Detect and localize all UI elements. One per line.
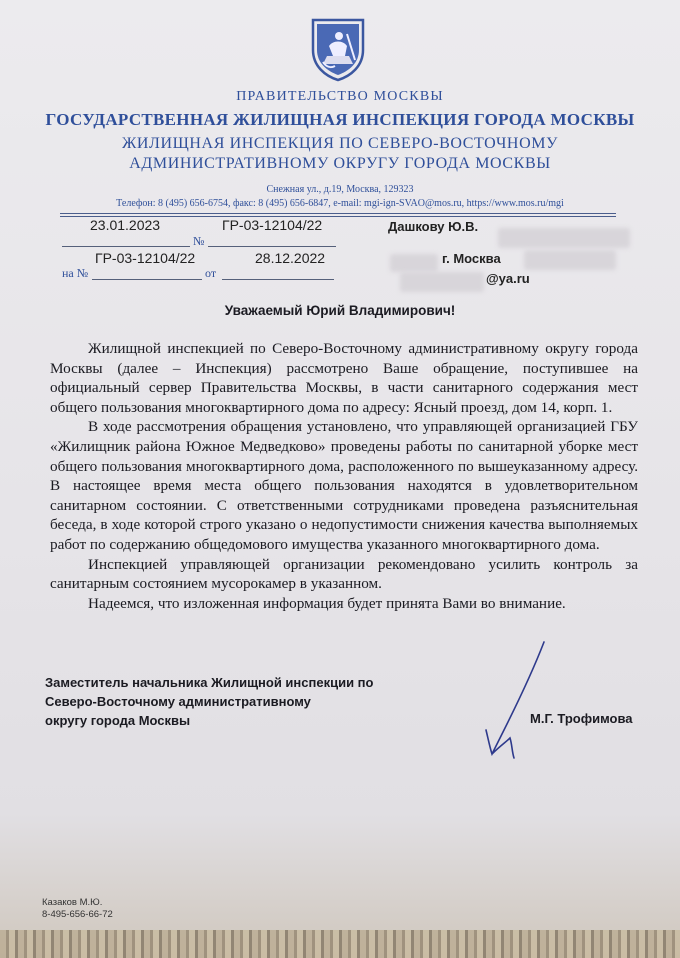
government-name: ПРАВИТЕЛЬСТВО МОСКВЫ bbox=[236, 89, 444, 104]
header-divider bbox=[60, 213, 616, 214]
executor-phone: 8-495-656-66-72 bbox=[42, 909, 113, 920]
letter-body bbox=[50, 339, 638, 613]
reference-number: ГР-03-12104/22 bbox=[95, 250, 196, 266]
signer-name: М.Г. Трофимова bbox=[530, 711, 633, 726]
letter-paragraph: Надеемся, что изложенная информация будет принята Вами во внимание. bbox=[88, 594, 566, 612]
on-number-label: на № bbox=[62, 266, 89, 280]
addressee-email: @ya.ru bbox=[486, 271, 530, 286]
ref-number-underline bbox=[92, 279, 202, 280]
date-underline bbox=[62, 246, 190, 247]
department-name-line1: ЖИЛИЩНАЯ ИНСПЕКЦИЯ ПО СЕВЕРО-ВОСТОЧНОМУ bbox=[121, 135, 559, 152]
addressee-city: г. Москва bbox=[442, 251, 501, 266]
greeting: Уважаемый Юрий Владимирович! bbox=[224, 303, 456, 318]
addressee-name: Дашкову Ю.В. bbox=[388, 219, 479, 234]
department-name-line2: АДМИНИСТРАТИВНОМУ ОКРУГУ ГОРОДА МОСКВЫ bbox=[129, 155, 551, 172]
number-sign: № bbox=[193, 234, 205, 248]
redacted-area bbox=[390, 254, 438, 272]
office-address: Снежная ул., д.19, Москва, 129323 bbox=[266, 184, 414, 195]
signer-title-line: округу города Москвы bbox=[45, 713, 191, 728]
outgoing-date: 23.01.2023 bbox=[90, 217, 161, 233]
redacted-area bbox=[498, 228, 630, 248]
executor-info bbox=[42, 897, 113, 921]
from-label: от bbox=[205, 266, 217, 280]
office-contacts: Телефон: 8 (495) 656-6754, факс: 8 (495) 656-6847, e-mail: mgi-ign-SVAO@mos.ru, https://www.mos.ru/mgi bbox=[116, 198, 564, 209]
ref-date-underline bbox=[222, 279, 334, 280]
letter-paragraph: Инспекцией управляющей организации рекомендовано усилить контроль за санитарным состоянием мусорокамер в указанном. bbox=[50, 555, 638, 593]
signer-title bbox=[45, 673, 425, 730]
number-underline bbox=[208, 246, 336, 247]
reference-date: 28.12.2022 bbox=[255, 250, 326, 266]
moscow-coat-of-arms-icon bbox=[309, 16, 367, 82]
background-surface bbox=[0, 930, 680, 958]
letter-paragraph: В ходе рассмотрения обращения установлено, что управляющей организацией ГБУ «Жилищник района Южное Медведково» проведены работы по санитарной уборке мест общего пользования многоквартирного дома, расположенного по вышеуказанному адресу. В настоящее время места общего пользования находятся в удовлетворительном санитарном состоянии. С ответственными сотрудниками проведена разъяснительная беседа, в ходе которой строго указано о недопустимости снижения качества выполняемых работ по содержанию общедомового имущества указанного многоквартирного дома. bbox=[50, 418, 638, 553]
letter-paragraph: Жилищной инспекцией по Северо-Восточному административному округу города Москвы (далее – Инспекция) рассмотрено Ваше обращение, поступившее на официальный сервер Правительства Москвы, в части санитарного содержания мест общего пользования многоквартирного дома по адресу: Ясный проезд, дом 14, корп. 1. bbox=[50, 340, 638, 416]
outgoing-number: ГР-03-12104/22 bbox=[222, 217, 323, 233]
handwritten-signature bbox=[470, 638, 560, 768]
signer-title-line: Заместитель начальника Жилищной инспекции по bbox=[45, 675, 374, 690]
redacted-area bbox=[524, 250, 616, 270]
executor-name: Казаков М.Ю. bbox=[42, 897, 103, 908]
redacted-area bbox=[400, 272, 484, 292]
signer-title-line: Северо-Восточному административному bbox=[45, 694, 311, 709]
inspection-name: ГОСУДАРСТВЕННАЯ ЖИЛИЩНАЯ ИНСПЕКЦИЯ ГОРОДА МОСКВЫ bbox=[45, 110, 635, 129]
